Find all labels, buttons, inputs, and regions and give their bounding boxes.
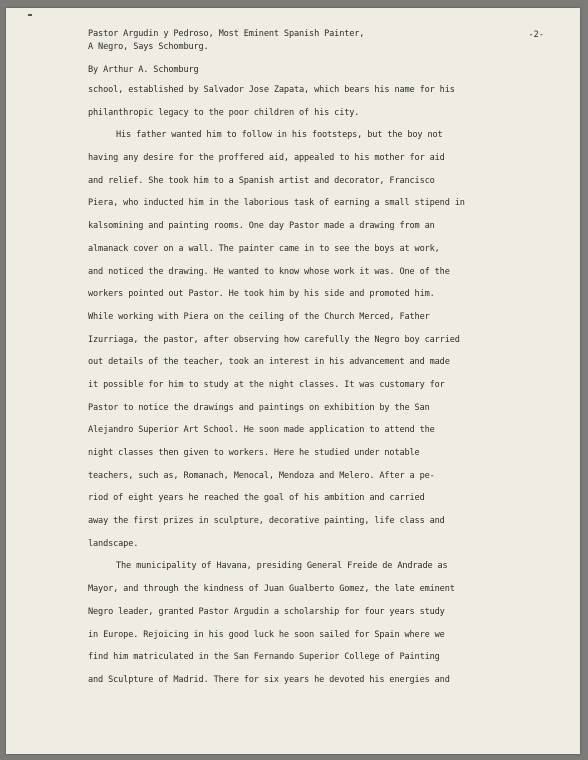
body-line: Piera, who inducted him in the laborious task of earning a small stipend in — [88, 198, 465, 209]
body-line: Negro leader, granted Pastor Argudin a scholarship for four years study — [88, 606, 445, 617]
body-line: out details of the teacher, took an interest in his advancement and made — [88, 357, 450, 368]
article-title-line-2: A Negro, Says Schomburg. — [88, 42, 209, 52]
body-line: find him matriculated in the San Fernando Superior College of Painting — [88, 652, 440, 663]
body-line: His father wanted him to follow in his footsteps, but the boy not — [116, 130, 443, 141]
byline: By Arthur A. Schomburg — [88, 65, 199, 75]
body-line: Mayor, and through the kindness of Juan Gualberto Gomez, the late eminent — [88, 584, 455, 595]
body-line: Alejandro Superior Art School. He soon made application to attend the — [88, 425, 435, 436]
body-line: almanack cover on a wall. The painter came in to see the boys at work, — [88, 243, 440, 254]
typed-text — [88, 28, 528, 692]
body-line: having any desire for the proffered aid, appealed to his mother for aid — [88, 153, 445, 164]
corner-mark — [28, 14, 32, 16]
page-number: -2- — [528, 30, 544, 40]
body-line: teachers, such as, Romanach, Menocal, Mendoza and Melero. After a pe- — [88, 470, 435, 481]
body-line: and noticed the drawing. He wanted to know whose work it was. One of the — [88, 266, 450, 277]
body-line: away the first prizes in sculpture, decorative painting, life class and — [88, 516, 445, 527]
article-title-line-1: Pastor Argudin y Pedroso, Most Eminent Spanish Painter, — [88, 29, 365, 39]
body-line: The municipality of Havana, presiding General Freide de Andrade as — [116, 561, 448, 572]
body-line: and Sculpture of Madrid. There for six years he devoted his energies and — [88, 674, 450, 685]
body-line: school, established by Salvador Jose Zapata, which bears his name for his — [88, 85, 455, 95]
body-line: workers pointed out Pastor. He took him by his side and promoted him. — [88, 289, 435, 300]
body-line: it possible for him to study at the night classes. It was customary for — [88, 379, 445, 390]
body-line: night classes then given to workers. Here he studied under notable — [88, 448, 420, 458]
body-line: philanthropic legacy to the poor children of his city. — [88, 107, 360, 118]
document-page — [6, 8, 580, 754]
body-line: in Europe. Rejoicing in his good luck he soon sailed for Spain where we — [88, 629, 445, 640]
body-line: and relief. She took him to a Spanish artist and decorator, Francisco — [88, 175, 435, 186]
body-line: Pastor to notice the drawings and paintings on exhibition by the San — [88, 402, 430, 413]
body-text — [88, 79, 528, 692]
body-line: landscape. — [88, 538, 139, 549]
body-line: riod of eight years he reached the goal of his ambition and carried — [88, 493, 425, 504]
body-line: kalsomining and painting rooms. One day Pastor made a drawing from an — [88, 221, 435, 232]
body-line: While working with Piera on the ceiling of the Church Merced, Father — [88, 311, 430, 322]
body-line: Izurriaga, the pastor, after observing how carefully the Negro boy carried — [88, 334, 460, 345]
